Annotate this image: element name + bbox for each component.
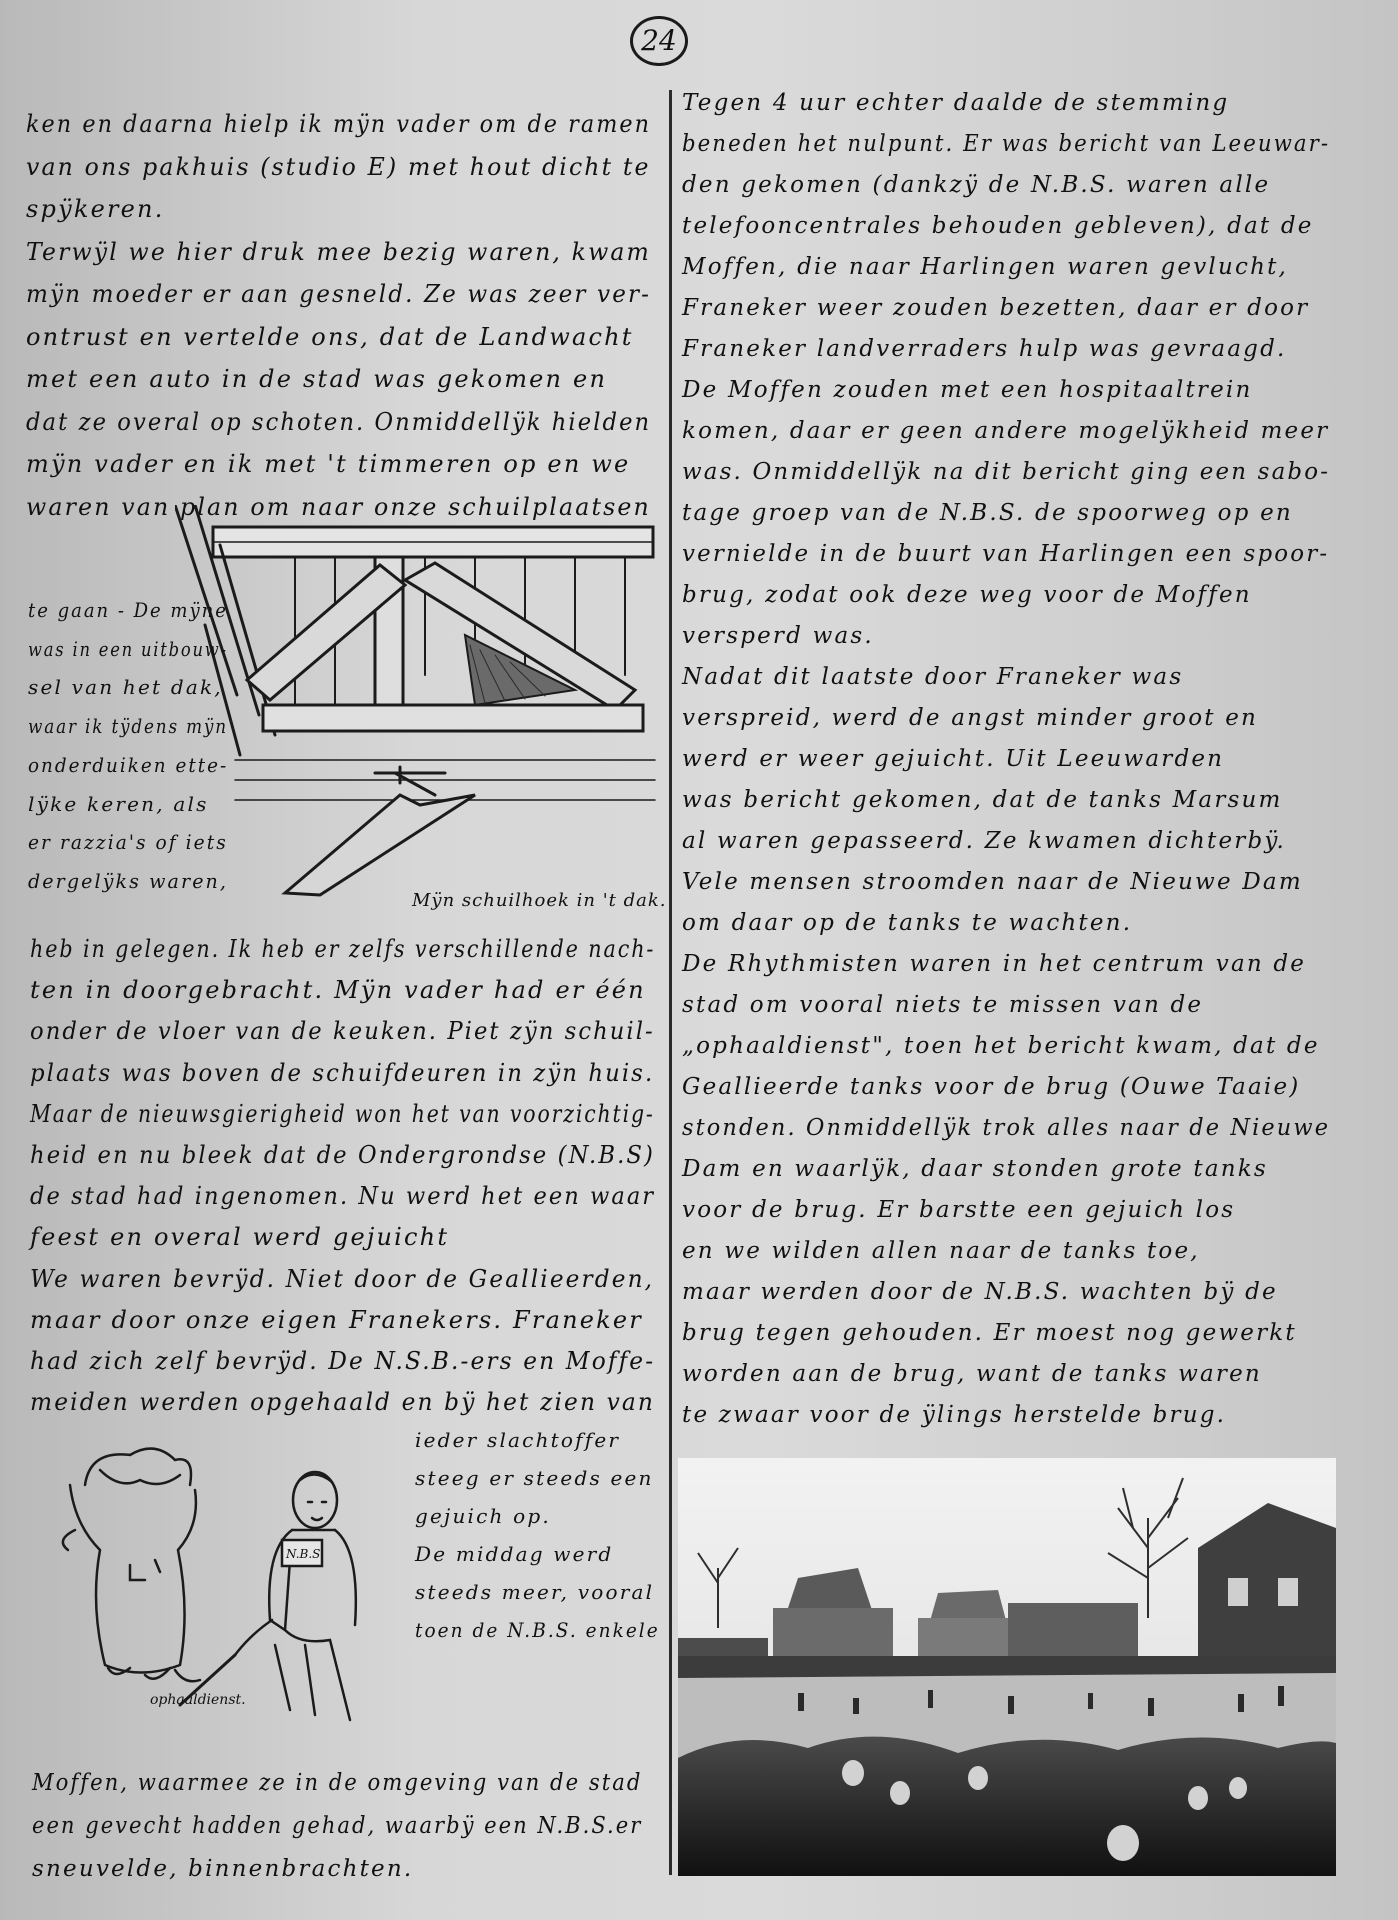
handwritten-line: De middag werd xyxy=(415,1542,614,1566)
handwritten-line: Moffen, waarmee ze in de omgeving van de stad xyxy=(32,1770,643,1796)
handwritten-line: toen de N.B.S. enkele xyxy=(415,1618,660,1642)
handwritten-line: den gekomen (dankzÿ de N.B.S. waren alle xyxy=(682,172,1271,198)
handwritten-line: ontrust en vertelde ons, dat de Landwacht xyxy=(26,322,634,351)
handwritten-line: met een auto in de stad was gekomen en xyxy=(26,365,608,393)
handwritten-line: ieder slachtoffer xyxy=(415,1428,621,1452)
handwritten-line: steeds meer, vooral xyxy=(415,1580,655,1604)
handwritten-line: telefooncentrales behouden gebleven), dat de xyxy=(682,213,1314,239)
column-divider xyxy=(669,90,672,1875)
handwritten-line: tage groep van de N.B.S. de spoorweg op en xyxy=(682,500,1293,526)
handwritten-line: te gaan - De mÿne xyxy=(28,598,228,622)
handwritten-line: lÿke keren, als xyxy=(28,791,209,816)
handwritten-line: en we wilden allen naar de tanks toe, xyxy=(682,1238,1200,1264)
handwritten-line: van ons pakhuis (studio E) met hout dicht te xyxy=(26,152,651,181)
handwritten-line: Moffen, die naar Harlingen waren gevlucht, xyxy=(682,254,1289,280)
handwritten-line: stad om vooral niets te missen van de xyxy=(682,992,1204,1018)
handwritten-line: te zwaar voor de ÿlings herstelde brug. xyxy=(682,1402,1227,1428)
handwritten-line: een gevecht hadden gehad, waarbÿ een N.B.S.er xyxy=(32,1813,643,1839)
handwritten-line: sel van het dak, xyxy=(28,675,223,700)
handwritten-line: De Rhythmisten waren in het centrum van de xyxy=(682,951,1307,977)
roof-hideout-drawing xyxy=(175,505,665,905)
handwritten-line: voor de brug. Er barstte een gejuich los xyxy=(682,1197,1236,1223)
handwritten-line: Geallieerde tanks voor de brug (Ouwe Taaie) xyxy=(682,1074,1301,1100)
handwritten-line: worden aan de brug, want de tanks waren xyxy=(682,1361,1262,1387)
handwritten-line: de stad had ingenomen. Nu werd het een waar xyxy=(30,1182,656,1211)
handwritten-line: vernielde in de buurt van Harlingen een spoor- xyxy=(682,541,1330,567)
handwritten-line: maar door onze eigen Franekers. Franeker xyxy=(30,1305,643,1334)
handwritten-line: ten in doorgebracht. Mÿn vader had er één xyxy=(30,976,646,1005)
handwritten-line: Maar de nieuwsgierigheid won het van voorzichtig- xyxy=(30,1099,655,1128)
handwritten-line: maar werden door de N.B.S. wachten bÿ de xyxy=(682,1279,1278,1305)
handwritten-line: We waren bevrÿd. Niet door de Geallieerden, xyxy=(30,1264,655,1293)
handwritten-line: was bericht gekomen, dat de tanks Marsum xyxy=(682,787,1283,813)
handwritten-line: Vele mensen stroomden naar de Nieuwe Dam xyxy=(682,869,1303,895)
handwritten-line: sneuvelde, binnenbrachten. xyxy=(32,1856,414,1882)
handwritten-line: brug tegen gehouden. Er moest nog gewerkt xyxy=(682,1320,1297,1346)
handwritten-line: onderduiken ette- xyxy=(28,752,229,777)
handwritten-line: er razzia's of iets xyxy=(28,830,228,855)
handwritten-line: mÿn vader en ik met 't timmeren op en we xyxy=(26,450,631,478)
handwritten-line: waren van plan om naar onze schuilplaatsen xyxy=(26,492,651,521)
handwritten-line: Franeker landverraders hulp was gevraagd. xyxy=(682,336,1287,362)
handwritten-line: Nadat dit laatste door Franeker was xyxy=(682,664,1184,690)
handwritten-line: brug, zodat ook deze weg voor de Moffen xyxy=(682,582,1252,608)
handwritten-line: ken en daarna hielp ik mÿn vader om de ramen xyxy=(26,110,652,138)
handwritten-line: beneden het nulpunt. Er was bericht van Leeuwar- xyxy=(682,131,1331,157)
handwritten-line: waar ik tÿdens mÿn xyxy=(28,714,228,739)
handwritten-line: komen, daar er geen andere mogelÿkheid meer xyxy=(682,418,1330,444)
handwritten-line: Tegen 4 uur echter daalde de stemming xyxy=(682,90,1230,116)
handwritten-line: al waren gepasseerd. Ze kwamen dichterbÿ. xyxy=(682,828,1287,854)
handwritten-line: Dam en waarlÿk, daar stonden grote tanks xyxy=(682,1156,1268,1182)
handwritten-line: om daar op de tanks te wachten. xyxy=(682,910,1133,936)
handwritten-line: Franeker weer zouden bezetten, daar er door xyxy=(682,295,1310,321)
handwritten-line: feest en overal werd gejuicht xyxy=(30,1223,450,1252)
handwritten-line: spÿkeren. xyxy=(26,195,165,223)
handwritten-line: „ophaaldienst", toen het bericht kwam, dat de xyxy=(682,1033,1320,1059)
handwritten-line: verspreid, werd de angst minder groot en xyxy=(682,705,1259,731)
handwritten-line: dat ze overal op schoten. Onmiddellÿk hielden xyxy=(26,407,652,436)
ophaaldienst-drawing xyxy=(60,1430,400,1730)
handwritten-line: gejuich op. xyxy=(415,1504,551,1528)
handwritten-line: steeg er steeds een xyxy=(415,1466,654,1490)
figure-caption: ophaaldienst. xyxy=(150,1692,246,1708)
crowd-photo-image xyxy=(678,1458,1336,1876)
handwritten-line: versperd was. xyxy=(682,623,874,649)
drawing-caption: Mÿn schuilhoek in 't dak. xyxy=(412,890,667,911)
page-number: 24 xyxy=(630,16,688,66)
handwritten-line: dergelÿks waren, xyxy=(28,868,229,893)
handwritten-line: werd er weer gejuicht. Uit Leeuwarden xyxy=(682,746,1225,772)
handwritten-line: stonden. Onmiddellÿk trok alles naar de Nieuwe xyxy=(682,1115,1331,1141)
crowd-photo xyxy=(678,1458,1336,1876)
handwritten-line: mÿn moeder er aan gesneld. Ze was zeer ver- xyxy=(26,280,652,308)
handwritten-line: was in een uitbouw- xyxy=(28,636,228,661)
handwritten-line: was. Onmiddellÿk na dit bericht ging een sabo- xyxy=(682,459,1331,485)
handwritten-line: onder de vloer van de keuken. Piet zÿn schuil- xyxy=(30,1017,655,1046)
handwritten-line: meiden werden opgehaald en bÿ het zien van xyxy=(30,1388,656,1417)
armband-label: N.B.S xyxy=(286,1547,321,1561)
handwritten-line: De Moffen zouden met een hospitaaltrein xyxy=(682,377,1253,403)
handwritten-line: Terwÿl we hier druk mee bezig waren, kwam xyxy=(26,237,652,266)
handwritten-line: heid en nu bleek dat de Ondergrondse (N.B.S) xyxy=(30,1141,655,1169)
handwritten-line: had zich zelf bevrÿd. De N.S.B.-ers en Moffe- xyxy=(30,1347,656,1375)
handwritten-line: heb in gelegen. Ik heb er zelfs verschillende nach- xyxy=(30,935,656,963)
handwritten-line: plaats was boven de schuifdeuren in zÿn huis. xyxy=(30,1058,655,1087)
